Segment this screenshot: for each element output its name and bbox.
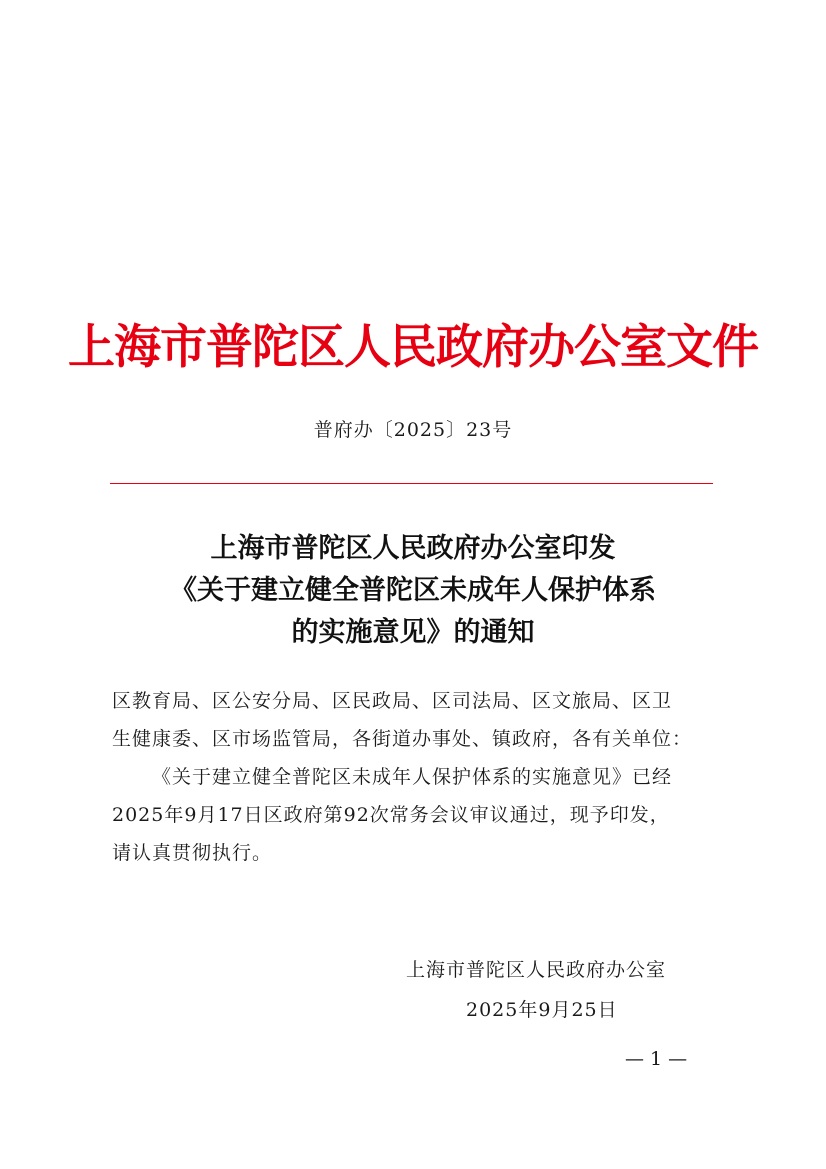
page-number: — 1 —	[625, 1048, 688, 1070]
body-paragraph-line-2: 2025年9月17日区政府第92次常务会议审议通过，现予印发，	[112, 804, 670, 826]
document-header-title: 上海市普陀区人民政府办公室文件	[68, 320, 758, 375]
signature-organization: 上海市普陀区人民政府办公室	[406, 959, 667, 981]
notice-body	[112, 682, 718, 872]
notice-title-line-2: 《关于建立健全普陀区未成年人保护体系	[170, 575, 656, 606]
signature-date: 2025年9月25日	[466, 999, 618, 1021]
document-number: 普府办〔2025〕23号	[313, 419, 513, 441]
addressee-line-1: 区教育局、区公安分局、区民政局、区司法局、区文旅局、区卫	[112, 690, 673, 712]
body-paragraph-line-3: 请认真贯彻执行。	[112, 842, 273, 864]
notice-title-line-3: 的实施意见》的通知	[291, 617, 535, 648]
body-paragraph-line-1: 《关于建立健全普陀区未成年人保护体系的实施意见》已经	[152, 766, 673, 788]
notice-title	[0, 528, 826, 654]
notice-title-line-1: 上海市普陀区人民政府办公室印发	[210, 533, 616, 564]
red-divider-line	[110, 483, 713, 484]
addressee-line-2: 生健康委、区市场监管局，各街道办事处、镇政府，各有关单位：	[112, 728, 693, 750]
